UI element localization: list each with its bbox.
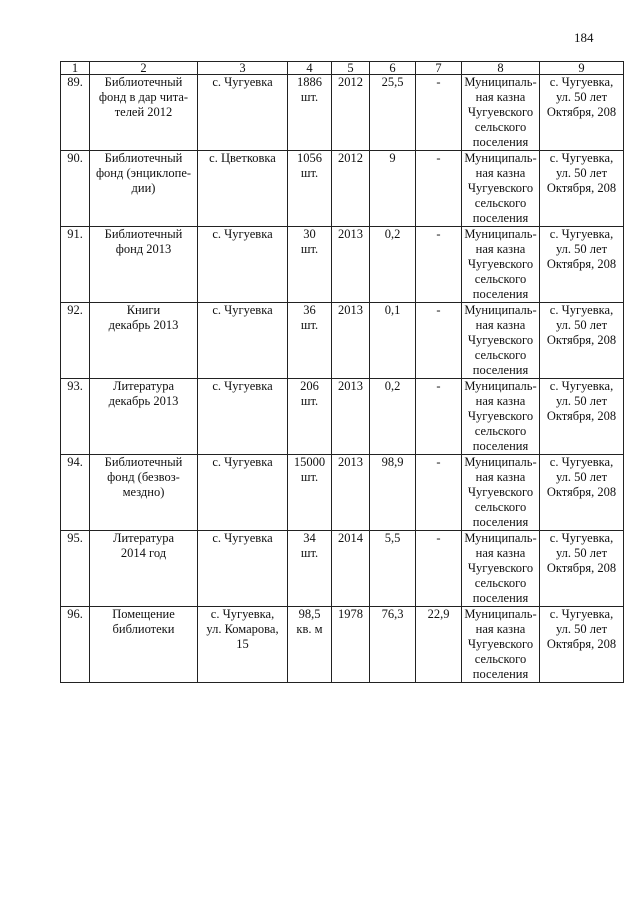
row-number-cell <box>61 151 90 227</box>
location-cell <box>198 151 288 227</box>
value-cell <box>370 303 416 379</box>
residual-value-cell <box>416 303 462 379</box>
year-cell <box>332 455 370 531</box>
year-cell-text: 1978 <box>338 607 363 621</box>
quantity-cell <box>288 151 332 227</box>
row-number-cell-text: 90. <box>67 151 83 165</box>
row-number-cell-text: 96. <box>67 607 83 621</box>
residual-value-cell-text: - <box>436 75 441 89</box>
quantity-cell <box>288 531 332 607</box>
year-cell <box>332 151 370 227</box>
item-name-cell <box>90 607 198 683</box>
quantity-cell <box>288 455 332 531</box>
location-cell-text: с. Чугуевка <box>212 75 273 89</box>
residual-value-cell <box>416 531 462 607</box>
residual-value-cell-text: - <box>436 531 441 545</box>
location-cell-text: с. Чугуевка <box>212 455 273 469</box>
value-cell-text: 9 <box>389 151 396 165</box>
location-cell-text: с. Чугуевка <box>212 303 273 317</box>
residual-value-cell-text: - <box>436 227 441 241</box>
header-row <box>61 62 624 75</box>
quantity-cell <box>288 607 332 683</box>
location-cell-text: с. Цветковка <box>209 151 276 165</box>
row-number-cell <box>61 379 90 455</box>
table-row <box>61 455 624 531</box>
value-cell <box>370 455 416 531</box>
item-name-cell <box>90 531 198 607</box>
residual-value-cell <box>416 75 462 151</box>
location-cell-text: с. Чугуевка <box>212 379 273 393</box>
row-number-cell-text: 95. <box>67 531 83 545</box>
address-cell <box>540 607 624 683</box>
year-cell <box>332 303 370 379</box>
value-cell-text: 76,3 <box>381 607 404 621</box>
row-number-cell-text: 92. <box>67 303 83 317</box>
location-cell <box>198 607 288 683</box>
row-number-cell <box>61 455 90 531</box>
value-cell <box>370 607 416 683</box>
owner-cell-text: Муниципаль- ная казна Чугуевского сельского поселения <box>464 303 537 377</box>
address-cell <box>540 303 624 379</box>
page-number: 184 <box>574 30 594 45</box>
item-name-cell <box>90 303 198 379</box>
row-number-cell <box>61 531 90 607</box>
value-cell <box>370 379 416 455</box>
row-number-cell <box>61 303 90 379</box>
table-row <box>61 607 624 683</box>
year-cell-text: 2012 <box>338 151 363 165</box>
value-cell-text: 0,2 <box>384 379 401 393</box>
owner-cell-text: Муниципаль- ная казна Чугуевского сельского поселения <box>464 227 537 301</box>
address-cell <box>540 227 624 303</box>
location-cell-text: с. Чугуевка <box>212 531 273 545</box>
address-cell <box>540 531 624 607</box>
residual-value-cell-text: - <box>436 455 441 469</box>
owner-cell <box>462 607 540 683</box>
owner-cell-text: Муниципаль- ная казна Чугуевского сельского поселения <box>464 151 537 225</box>
residual-value-cell <box>416 227 462 303</box>
quantity-cell-text: 206 шт. <box>300 379 319 408</box>
table-row <box>61 227 624 303</box>
residual-value-cell-text: - <box>436 303 441 317</box>
location-cell <box>198 455 288 531</box>
address-cell-text: с. Чугуевка, ул. 50 лет Октября, 208 <box>546 75 617 119</box>
quantity-cell-text: 36 шт. <box>300 303 319 332</box>
column-header-1: 1 <box>61 62 90 75</box>
address-cell <box>540 379 624 455</box>
year-cell-text: 2013 <box>338 227 363 241</box>
residual-value-cell <box>416 379 462 455</box>
quantity-cell <box>288 303 332 379</box>
year-cell-text: 2014 <box>338 531 363 545</box>
residual-value-cell-text: 22,9 <box>427 607 450 621</box>
row-number-cell-text: 91. <box>67 227 83 241</box>
owner-cell-text: Муниципаль- ная казна Чугуевского сельского поселения <box>464 607 537 681</box>
quantity-cell-text: 98,5 кв. м <box>296 607 323 636</box>
table-row <box>61 303 624 379</box>
quantity-cell-text: 1056 шт. <box>297 151 322 180</box>
year-cell <box>332 379 370 455</box>
table-row <box>61 151 624 227</box>
item-name-cell <box>90 227 198 303</box>
owner-cell-text: Муниципаль- ная казна Чугуевского сельского поселения <box>464 531 537 605</box>
item-name-cell-text: Библиотечный фонд (безвоз- мездно) <box>104 455 183 499</box>
item-name-cell-text: Литература 2014 год <box>113 531 174 560</box>
quantity-cell-text: 34 шт. <box>300 531 319 560</box>
owner-cell <box>462 75 540 151</box>
value-cell <box>370 531 416 607</box>
value-cell-text: 5,5 <box>384 531 401 545</box>
value-cell-text: 25,5 <box>381 75 404 89</box>
residual-value-cell <box>416 607 462 683</box>
residual-value-cell-text: - <box>436 151 441 165</box>
row-number-cell-text: 94. <box>67 455 83 469</box>
location-cell <box>198 303 288 379</box>
row-number-cell-text: 89. <box>67 75 83 89</box>
address-cell <box>540 75 624 151</box>
value-cell <box>370 75 416 151</box>
column-header-7: 7 <box>416 62 462 75</box>
row-number-cell <box>61 75 90 151</box>
year-cell <box>332 227 370 303</box>
owner-cell-text: Муниципаль- ная казна Чугуевского сельского поселения <box>464 455 537 529</box>
item-name-cell <box>90 75 198 151</box>
quantity-cell-text: 1886 шт. <box>297 75 322 104</box>
quantity-cell-text: 15000 шт. <box>293 455 326 484</box>
item-name-cell-text: Помещение библиотеки <box>112 607 175 636</box>
item-name-cell-text: Библиотечный фонд 2013 <box>104 227 183 256</box>
row-number-cell <box>61 607 90 683</box>
year-cell <box>332 75 370 151</box>
value-cell <box>370 227 416 303</box>
year-cell-text: 2013 <box>338 455 363 469</box>
row-number-cell-text: 93. <box>67 379 83 393</box>
owner-cell <box>462 455 540 531</box>
table-row <box>61 75 624 151</box>
value-cell <box>370 151 416 227</box>
year-cell-text: 2013 <box>338 379 363 393</box>
value-cell-text: 98,9 <box>381 455 404 469</box>
column-header-6: 6 <box>370 62 416 75</box>
quantity-cell <box>288 227 332 303</box>
column-header-2: 2 <box>90 62 198 75</box>
address-cell-text: с. Чугуевка, ул. 50 лет Октября, 208 <box>546 455 617 499</box>
column-header-3: 3 <box>198 62 288 75</box>
item-name-cell-text: Библиотечный фонд (энциклопе- дии) <box>95 151 192 195</box>
item-name-cell <box>90 151 198 227</box>
residual-value-cell <box>416 455 462 531</box>
address-cell-text: с. Чугуевка, ул. 50 лет Октября, 208 <box>546 531 617 575</box>
year-cell <box>332 531 370 607</box>
address-cell-text: с. Чугуевка, ул. 50 лет Октября, 208 <box>546 151 617 195</box>
residual-value-cell-text: - <box>436 379 441 393</box>
item-name-cell <box>90 455 198 531</box>
year-cell-text: 2012 <box>338 75 363 89</box>
address-cell-text: с. Чугуевка, ул. 50 лет Октября, 208 <box>546 607 617 651</box>
year-cell-text: 2013 <box>338 303 363 317</box>
location-cell-text: с. Чугуевка <box>212 227 273 241</box>
value-cell-text: 0,2 <box>384 227 401 241</box>
year-cell <box>332 607 370 683</box>
address-cell-text: с. Чугуевка, ул. 50 лет Октября, 208 <box>546 379 617 423</box>
value-cell-text: 0,1 <box>384 303 401 317</box>
item-name-cell-text: Библиотечный фонд в дар чита- телей 2012 <box>98 75 189 119</box>
quantity-cell-text: 30 шт. <box>300 227 319 256</box>
location-cell <box>198 75 288 151</box>
column-header-8: 8 <box>462 62 540 75</box>
quantity-cell <box>288 75 332 151</box>
address-cell-text: с. Чугуевка, ул. 50 лет Октября, 208 <box>546 227 617 271</box>
column-header-5: 5 <box>332 62 370 75</box>
owner-cell <box>462 303 540 379</box>
table-body <box>61 75 624 683</box>
quantity-cell <box>288 379 332 455</box>
address-cell <box>540 455 624 531</box>
row-number-cell <box>61 227 90 303</box>
address-cell-text: с. Чугуевка, ул. 50 лет Октября, 208 <box>546 303 617 347</box>
owner-cell <box>462 227 540 303</box>
location-cell <box>198 531 288 607</box>
owner-cell <box>462 151 540 227</box>
owner-cell-text: Муниципаль- ная казна Чугуевского сельского поселения <box>464 379 537 453</box>
location-cell <box>198 227 288 303</box>
table-row <box>61 531 624 607</box>
owner-cell <box>462 531 540 607</box>
registry-table <box>60 61 624 683</box>
table-row <box>61 379 624 455</box>
owner-cell-text: Муниципаль- ная казна Чугуевского сельского поселения <box>464 75 537 149</box>
column-header-4: 4 <box>288 62 332 75</box>
item-name-cell <box>90 379 198 455</box>
owner-cell <box>462 379 540 455</box>
column-header-9: 9 <box>540 62 624 75</box>
location-cell <box>198 379 288 455</box>
item-name-cell-text: Литература декабрь 2013 <box>108 379 179 408</box>
location-cell-text: с. Чугуевка, ул. Комарова, 15 <box>206 607 279 651</box>
address-cell <box>540 151 624 227</box>
residual-value-cell <box>416 151 462 227</box>
item-name-cell-text: Книги декабрь 2013 <box>108 303 179 332</box>
